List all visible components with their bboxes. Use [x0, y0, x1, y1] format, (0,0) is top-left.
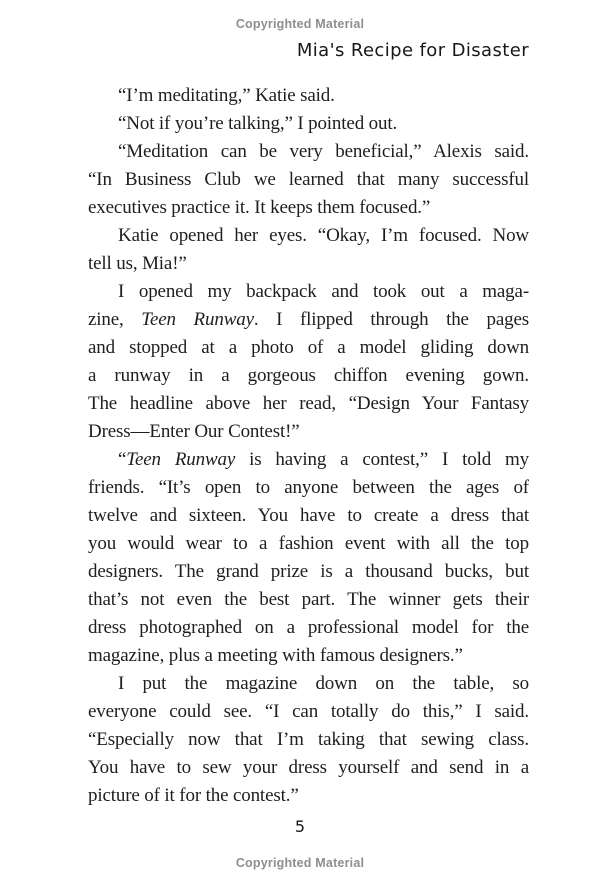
body-line: [88, 418, 529, 446]
body-line: [88, 586, 529, 614]
body-line: [88, 782, 529, 810]
body-line: [88, 530, 529, 558]
text-segment: Katie opened her eyes. “Okay, I’m focused. Now: [118, 225, 529, 246]
text-segment: that’s not even the best part. The winner gets their: [88, 589, 529, 610]
body-line: [88, 194, 529, 222]
body-line: [88, 558, 529, 586]
text-segment: executives practice it. It keeps them focused.”: [88, 197, 431, 218]
book-title: Mia's Recipe for Disaster: [296, 40, 529, 61]
body-line: [88, 642, 529, 670]
text-segment: a runway in a gorgeous chiffon evening gown.: [88, 365, 529, 386]
body-line: [88, 614, 529, 642]
body-line: [88, 82, 529, 110]
body-line: [88, 138, 529, 166]
paragraph: [88, 446, 529, 670]
text-segment: “I’m meditating,” Katie said.: [118, 85, 335, 106]
copyright-notice-top: Copyrighted Material: [235, 17, 365, 31]
text-segment: I put the magazine down on the table, so: [118, 673, 529, 694]
body-line: [88, 334, 529, 362]
text-segment: “Especially now that I’m taking that sewing class.: [88, 729, 529, 750]
text-segment: dress photographed on a professional model for the: [88, 617, 529, 638]
text-segment: You have to sew your dress yourself and send in a: [88, 757, 529, 778]
text-segment: you would wear to a fashion event with all the top: [88, 533, 529, 554]
body-line: [88, 166, 529, 194]
text-segment: friends. “It’s open to anyone between the ages of: [88, 477, 529, 498]
body-line: [88, 222, 529, 250]
body-line: [88, 474, 529, 502]
text-segment: tell us, Mia!”: [88, 253, 187, 274]
body-line: [88, 446, 529, 474]
paragraph: [88, 82, 529, 110]
body-line: [88, 278, 529, 306]
text-segment: picture of it for the contest.”: [88, 785, 299, 806]
body-line: [88, 502, 529, 530]
text-segment: “: [118, 449, 127, 470]
text-segment: zine,: [88, 309, 142, 330]
text-segment: The headline above her read, “Design Your Fantasy: [88, 393, 529, 414]
paragraph: [88, 278, 529, 446]
text-segment: everyone could see. “I can totally do this,” I said.: [88, 701, 529, 722]
body-line: [88, 726, 529, 754]
text-segment: is having a contest,” I told my: [235, 449, 529, 470]
body-text: [88, 82, 529, 810]
paragraph: [88, 670, 529, 810]
body-line: [88, 110, 529, 138]
page-number: 5: [294, 817, 306, 836]
text-segment: twelve and sixteen. You have to create a dress that: [88, 505, 529, 526]
text-segment: “Meditation can be very beneficial,” Alexis said.: [118, 141, 529, 162]
text-segment: “In Business Club we learned that many successful: [88, 169, 529, 190]
body-line: [88, 306, 529, 334]
text-segment: “Not if you’re talking,” I pointed out.: [118, 113, 398, 134]
text-segment: Dress—Enter Our Contest!”: [88, 421, 300, 442]
body-line: [88, 698, 529, 726]
paragraph: [88, 110, 529, 138]
body-line: [88, 670, 529, 698]
text-segment: I opened my backpack and took out a maga-: [118, 281, 529, 302]
copyright-notice-bottom: Copyrighted Material: [235, 856, 365, 870]
paragraph: [88, 222, 529, 278]
body-line: [88, 250, 529, 278]
magazine-title: Teen Runway: [141, 309, 254, 330]
running-header: [88, 40, 529, 61]
text-segment: designers. The grand prize is a thousand bucks, but: [88, 561, 529, 582]
body-line: [88, 390, 529, 418]
body-line: [88, 754, 529, 782]
body-line: [88, 362, 529, 390]
text-segment: . I flipped through the pages: [253, 309, 529, 330]
magazine-title: Teen Runway: [126, 449, 236, 470]
text-segment: and stopped at a photo of a model gliding down: [88, 337, 529, 358]
paragraph: [88, 138, 529, 222]
text-segment: magazine, plus a meeting with famous designers.”: [88, 645, 463, 666]
